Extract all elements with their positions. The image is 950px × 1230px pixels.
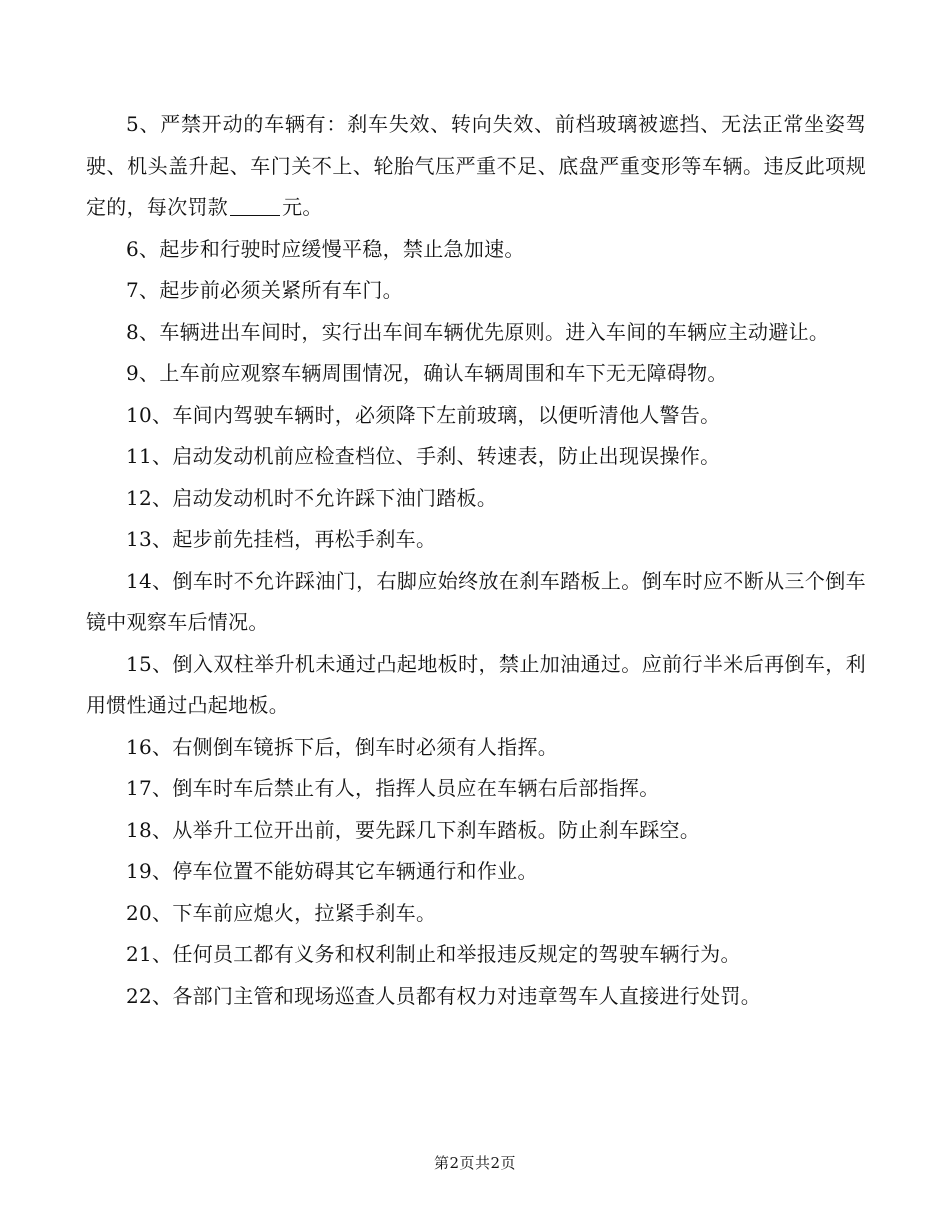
rule-paragraph-18: 18、从举升工位开出前，要先踩几下刹车踏板。防止刹车踩空。 bbox=[126, 817, 701, 842]
rule-paragraph-6: 6、起步和行驶时应缓慢平稳，禁止急加速。 bbox=[126, 236, 525, 261]
rule-paragraph-17: 17、倒车时车后禁止有人，指挥人员应在车辆右后部指挥。 bbox=[126, 776, 660, 800]
page-footer bbox=[0, 1152, 950, 1173]
rule-paragraph-16: 16、右侧倒车镜拆下后，倒车时必须有人指挥。 bbox=[126, 734, 559, 759]
rule-paragraph-7: 7、起步前必须关紧所有车门。 bbox=[126, 278, 403, 302]
rule-paragraph-5 bbox=[86, 104, 866, 229]
fill-in-blank bbox=[230, 195, 280, 216]
rule-text: 5、严禁开动的车辆有：刹车失效、转向失效、前档玻璃被遮挡、无法正常坐姿驾驶、机头盖升起、车门关不上、轮胎气压严重不足、底盘严重变形等车辆。违反此项规定的，每次罚款 bbox=[86, 112, 866, 219]
rule-paragraph-13: 13、起步前先挂档，再松手刹车。 bbox=[126, 527, 437, 551]
rule-paragraph-14: 14、倒车时不允许踩油门，右脚应始终放在刹车踏板上。倒车时应不断从三个倒车镜中观察车后情况。 bbox=[86, 568, 866, 634]
rule-paragraph-15: 15、倒入双柱举升机未通过凸起地板时，禁止加油通过。应前行半米后再倒车，利用惯性通过凸起地板。 bbox=[86, 651, 866, 717]
page-number-label: 第2页共2页 bbox=[433, 1154, 517, 1172]
rule-paragraph-10: 10、车间内驾驶车辆时，必须降下左前玻璃，以便听清他人警告。 bbox=[126, 402, 721, 427]
rule-paragraph-8: 8、车辆进出车间时，实行出车间车辆优先原则。进入车间的车辆应主动避让。 bbox=[126, 319, 830, 344]
rule-text-suffix: 元。 bbox=[282, 195, 323, 219]
rule-paragraph-21: 21、任何员工都有义务和权利制止和举报违反规定的驾驶车辆行为。 bbox=[126, 942, 741, 966]
rule-paragraph-12: 12、启动发动机时不允许踩下油门踏板。 bbox=[126, 485, 498, 510]
rule-paragraph-20: 20、下车前应熄火，拉紧手刹车。 bbox=[126, 900, 437, 925]
rule-paragraph-11: 11、启动发动机前应检查档位、手刹、转速表，防止出现误操作。 bbox=[126, 444, 721, 468]
rule-paragraph-19: 19、停车位置不能妨碍其它车辆通行和作业。 bbox=[126, 859, 538, 883]
rule-paragraph-22: 22、各部门主管和现场巡查人员都有权力对违章驾车人直接进行处罚。 bbox=[126, 983, 762, 1008]
document-body bbox=[86, 104, 866, 1017]
rule-paragraph-9: 9、上车前应观察车辆周围情况，确认车辆周围和车下无无障碍物。 bbox=[126, 361, 728, 385]
